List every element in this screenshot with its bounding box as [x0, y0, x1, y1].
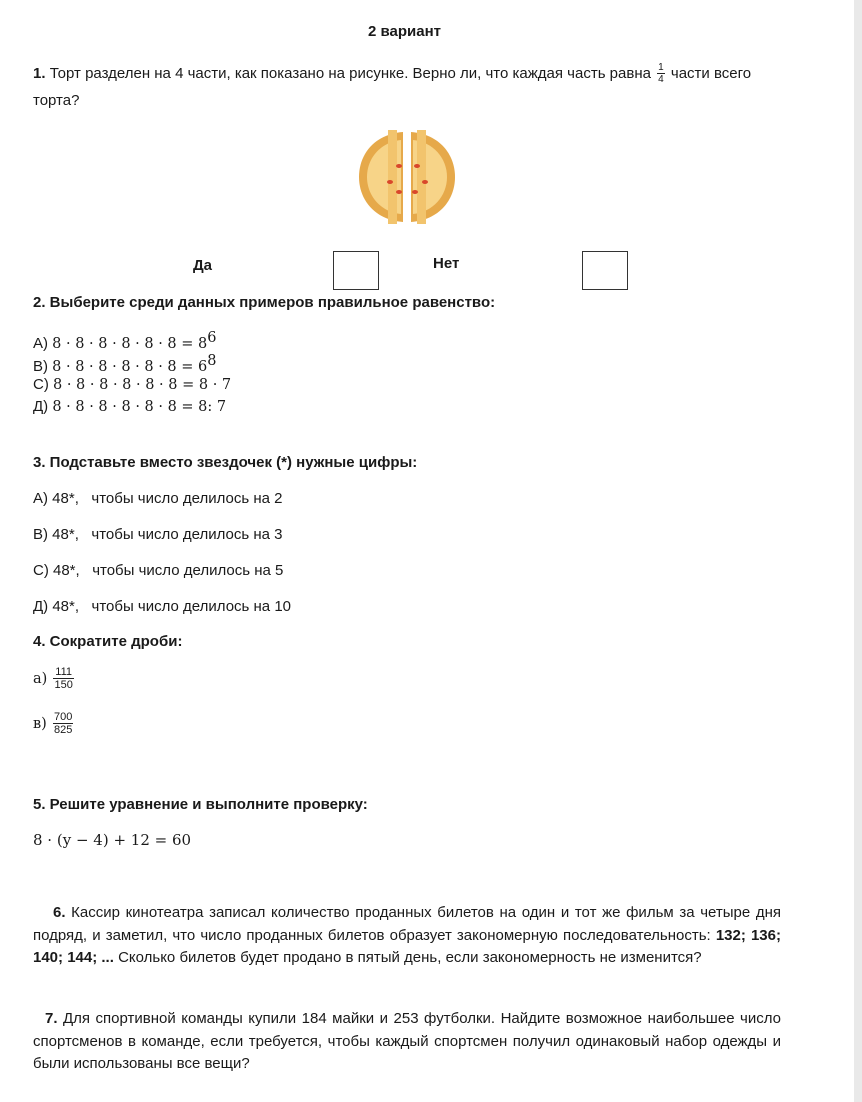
q1-line2: торта? [33, 92, 80, 109]
q3-option-text: , чтобы число делилось на 5 [75, 562, 284, 579]
q2-option-a [33, 330, 217, 352]
q3-option-d [33, 598, 291, 615]
q3-option-text: , чтобы число делилось на 3 [74, 526, 283, 543]
q5-title: 5. Решите уравнение и выполните проверку: [33, 796, 368, 813]
q1-yes-checkbox[interactable] [333, 251, 379, 290]
q3-option-label: А) [33, 490, 48, 507]
q3-option-text: , чтобы число делилось на 10 [74, 598, 292, 615]
q3-option-number: 48* [52, 490, 75, 507]
pie-slice-bar-1 [388, 130, 397, 224]
pie-berry [414, 164, 420, 168]
q3-option-number: 48* [52, 526, 75, 543]
q1-text-before: Торт разделен на 4 части, как показано на рисунке. Верно ли, что каждая часть равна [49, 64, 651, 82]
q2-option-expr: 8 · 8 · 8 · 8 · 8 · 8 = 8: 7 [52, 399, 227, 415]
q4-fraction [53, 667, 73, 691]
q6-number: 6. [53, 904, 66, 921]
q1-line1 [33, 63, 751, 85]
q3-option-label: В) [33, 526, 48, 543]
q3-option-number: 48* [52, 598, 75, 615]
q6-sequence: 132; 136; 140; 144; ... [33, 926, 781, 966]
q2-option-expr: 8 · 8 · 8 · 8 · 8 · 8 = 8 · 7 [53, 377, 232, 393]
q5-equation: 8 · (y − 4) + 12 = 60 [33, 831, 192, 849]
q4-frac-den: 825 [54, 724, 73, 736]
q3-option-label: Д) [33, 598, 49, 615]
q4-frac-num: 700 [54, 711, 73, 723]
q4-frac-den: 150 [54, 679, 73, 691]
q3-option-label: С) [33, 562, 49, 579]
q2-option-label: С) [33, 376, 49, 393]
q6-question: Сколько билетов будет продано в пятый день, если закономерность не изменится? [118, 949, 702, 966]
q7-text: Для спортивной команды купили 184 майки и 253 футболки. Найдите возможное наибольшее число спортсменов в команде, если требуется, чтобы каждый спортсмен получил одинаковый набор одежды и были использованы все вещи? [33, 1010, 781, 1072]
q2-option-expr: 8 · 8 · 8 · 8 · 8 · 8 = 8 [52, 336, 208, 352]
q6-paragraph [33, 902, 781, 970]
q2-option-expr: 8 · 8 · 8 · 8 · 8 · 8 = 6 [52, 359, 208, 375]
q2-option-exp: 6 [207, 330, 217, 346]
q4-item-b [33, 712, 75, 736]
pie-berry [422, 180, 428, 184]
q1-frac-den: 4 [658, 74, 664, 85]
page-edge [854, 0, 862, 1102]
q7-paragraph [33, 1008, 781, 1076]
q4-item-label: в) [33, 716, 47, 732]
q3-option-c [33, 562, 283, 579]
q3-option-b [33, 526, 283, 543]
pie-illustration [355, 128, 459, 226]
q4-frac-num: 111 [55, 666, 73, 678]
q1-fraction [657, 63, 665, 85]
q4-item-label: а) [33, 671, 48, 687]
q6-text: Кассир кинотеатра записал количество проданных билетов на один и тот же фильм за четыре дня подряд, и заметил, что число проданных билетов образует закономерную последовательность: [33, 904, 781, 944]
pie-berry [387, 180, 393, 184]
q1-text-after: части всего [670, 64, 752, 82]
q1-number: 1. [33, 64, 46, 82]
q1-frac-num: 1 [658, 62, 664, 73]
q3-title: 3. Подставьте вместо звездочек (*) нужные цифры: [33, 454, 418, 471]
q4-item-a [33, 667, 76, 691]
q2-option-label: А) [33, 335, 48, 352]
q3-option-number: 48* [53, 562, 76, 579]
q2-option-label: В) [33, 358, 48, 375]
pie-berry [396, 164, 402, 168]
q3-option-a [33, 490, 283, 507]
pie-berry [396, 190, 402, 194]
q2-option-b [33, 353, 217, 375]
pie-slice-bar-2 [417, 130, 426, 224]
q3-option-text: , чтобы число делилось на 2 [74, 490, 283, 507]
q2-option-d [33, 398, 226, 415]
q2-option-exp: 8 [207, 353, 217, 369]
pie-berry [412, 190, 418, 194]
q4-fraction [53, 712, 73, 736]
q7-number: 7. [45, 1010, 58, 1027]
q2-option-label: Д) [33, 398, 49, 415]
q2-title: 2. Выберите среди данных примеров правильное равенство: [33, 294, 496, 311]
q2-option-c [33, 376, 231, 393]
q1-no-checkbox[interactable] [582, 251, 628, 290]
q4-title: 4. Сократите дроби: [33, 633, 183, 650]
q1-no-label: Нет [433, 255, 460, 272]
q1-yes-label: Да [193, 257, 213, 274]
page-title: 2 вариант [368, 23, 442, 40]
